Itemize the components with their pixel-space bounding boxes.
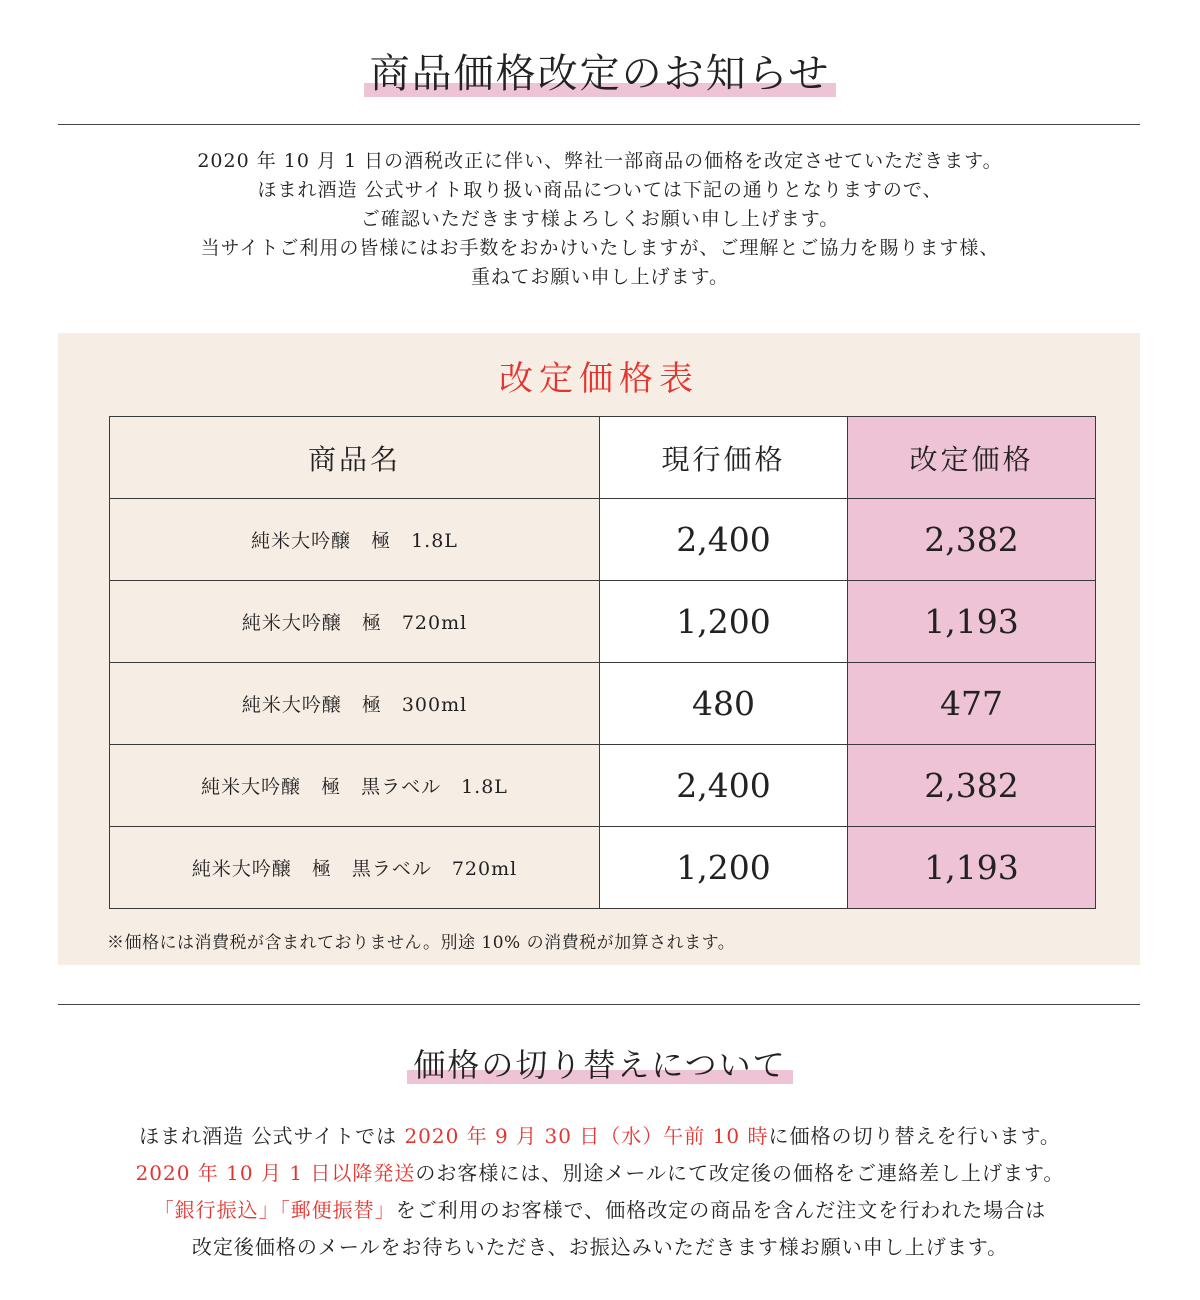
switch-text-plain: のお客様には、別途メールにて改定後の価格をご連絡差し上げます。 <box>415 1161 1065 1185</box>
divider-top <box>58 124 1140 125</box>
switch-text <box>0 1118 1200 1266</box>
divider-bottom <box>58 1004 1140 1005</box>
price-table <box>109 416 1096 909</box>
tax-note: ※価格には消費税が含まれておりません。別途 10% の消費税が加算されます。 <box>107 933 736 953</box>
revised-price: 1,193 <box>848 581 1096 663</box>
current-price: 2,400 <box>600 499 848 581</box>
product-name: 純米大吟醸 極 1.8L <box>110 499 600 581</box>
price-table-panel <box>58 333 1140 965</box>
product-name: 純米大吟醸 極 黒ラベル 1.8L <box>110 745 600 827</box>
intro-line: 重ねてお願い申し上げます。 <box>470 266 729 288</box>
main-title: 商品価格改定のお知らせ <box>364 42 837 99</box>
table-row <box>110 581 1096 663</box>
switch-line <box>0 1155 1200 1192</box>
shipping-date: 2020 年 10 月 1 日以降発送 <box>135 1161 416 1185</box>
product-name: 純米大吟醸 極 720ml <box>110 581 600 663</box>
intro-line: ご確認いただきます様よろしくお願い申し上げます。 <box>360 208 840 230</box>
switch-text-plain: をご利用のお客様で、価格改定の商品を含んだ注文を行われた場合は <box>395 1198 1047 1222</box>
intro-line: 2020 年 10 月 1 日の酒税改正に伴い、弊社一部商品の価格を改定させていただきます。 <box>197 150 1003 172</box>
table-row <box>110 745 1096 827</box>
header-revised-price: 改定価格 <box>848 417 1096 499</box>
switch-title: 価格の切り替えについて <box>407 1040 792 1086</box>
intro-line: ほまれ酒造 公式サイト取り扱い商品については下記の通りとなりますので、 <box>257 179 943 201</box>
switch-line: 改定後価格のメールをお待ちいただき、お振込みいただきます様お願い申し上げます。 <box>191 1235 1009 1259</box>
intro-line: 当サイトご利用の皆様にはお手数をおかけいたしますが、ご理解とご協力を賜ります様、 <box>200 237 1000 259</box>
current-price: 2,400 <box>600 745 848 827</box>
switch-heading <box>0 1040 1200 1086</box>
table-row <box>110 827 1096 909</box>
product-name: 純米大吟醸 極 黒ラベル 720ml <box>110 827 600 909</box>
switch-text-plain: に価格の切り替えを行います。 <box>768 1124 1061 1148</box>
switch-datetime: 2020 年 9 月 30 日（水）午前 10 時 <box>404 1124 769 1148</box>
main-heading <box>0 42 1200 99</box>
header-current-price: 現行価格 <box>600 417 848 499</box>
product-name: 純米大吟醸 極 300ml <box>110 663 600 745</box>
current-price: 1,200 <box>600 581 848 663</box>
header-product-name: 商品名 <box>110 417 600 499</box>
intro-text <box>0 147 1200 292</box>
switch-line <box>0 1118 1200 1155</box>
payment-methods: 「銀行振込」「郵便振替」 <box>153 1198 396 1222</box>
switch-line <box>0 1192 1200 1229</box>
table-row <box>110 663 1096 745</box>
revised-price: 2,382 <box>848 499 1096 581</box>
current-price: 1,200 <box>600 827 848 909</box>
current-price: 480 <box>600 663 848 745</box>
price-table-title: 改定価格表 <box>499 359 699 399</box>
switch-text-plain: ほまれ酒造 公式サイトでは <box>139 1124 405 1148</box>
revised-price: 2,382 <box>848 745 1096 827</box>
table-header-row <box>110 417 1096 499</box>
revised-price: 477 <box>848 663 1096 745</box>
table-row <box>110 499 1096 581</box>
revised-price: 1,193 <box>848 827 1096 909</box>
